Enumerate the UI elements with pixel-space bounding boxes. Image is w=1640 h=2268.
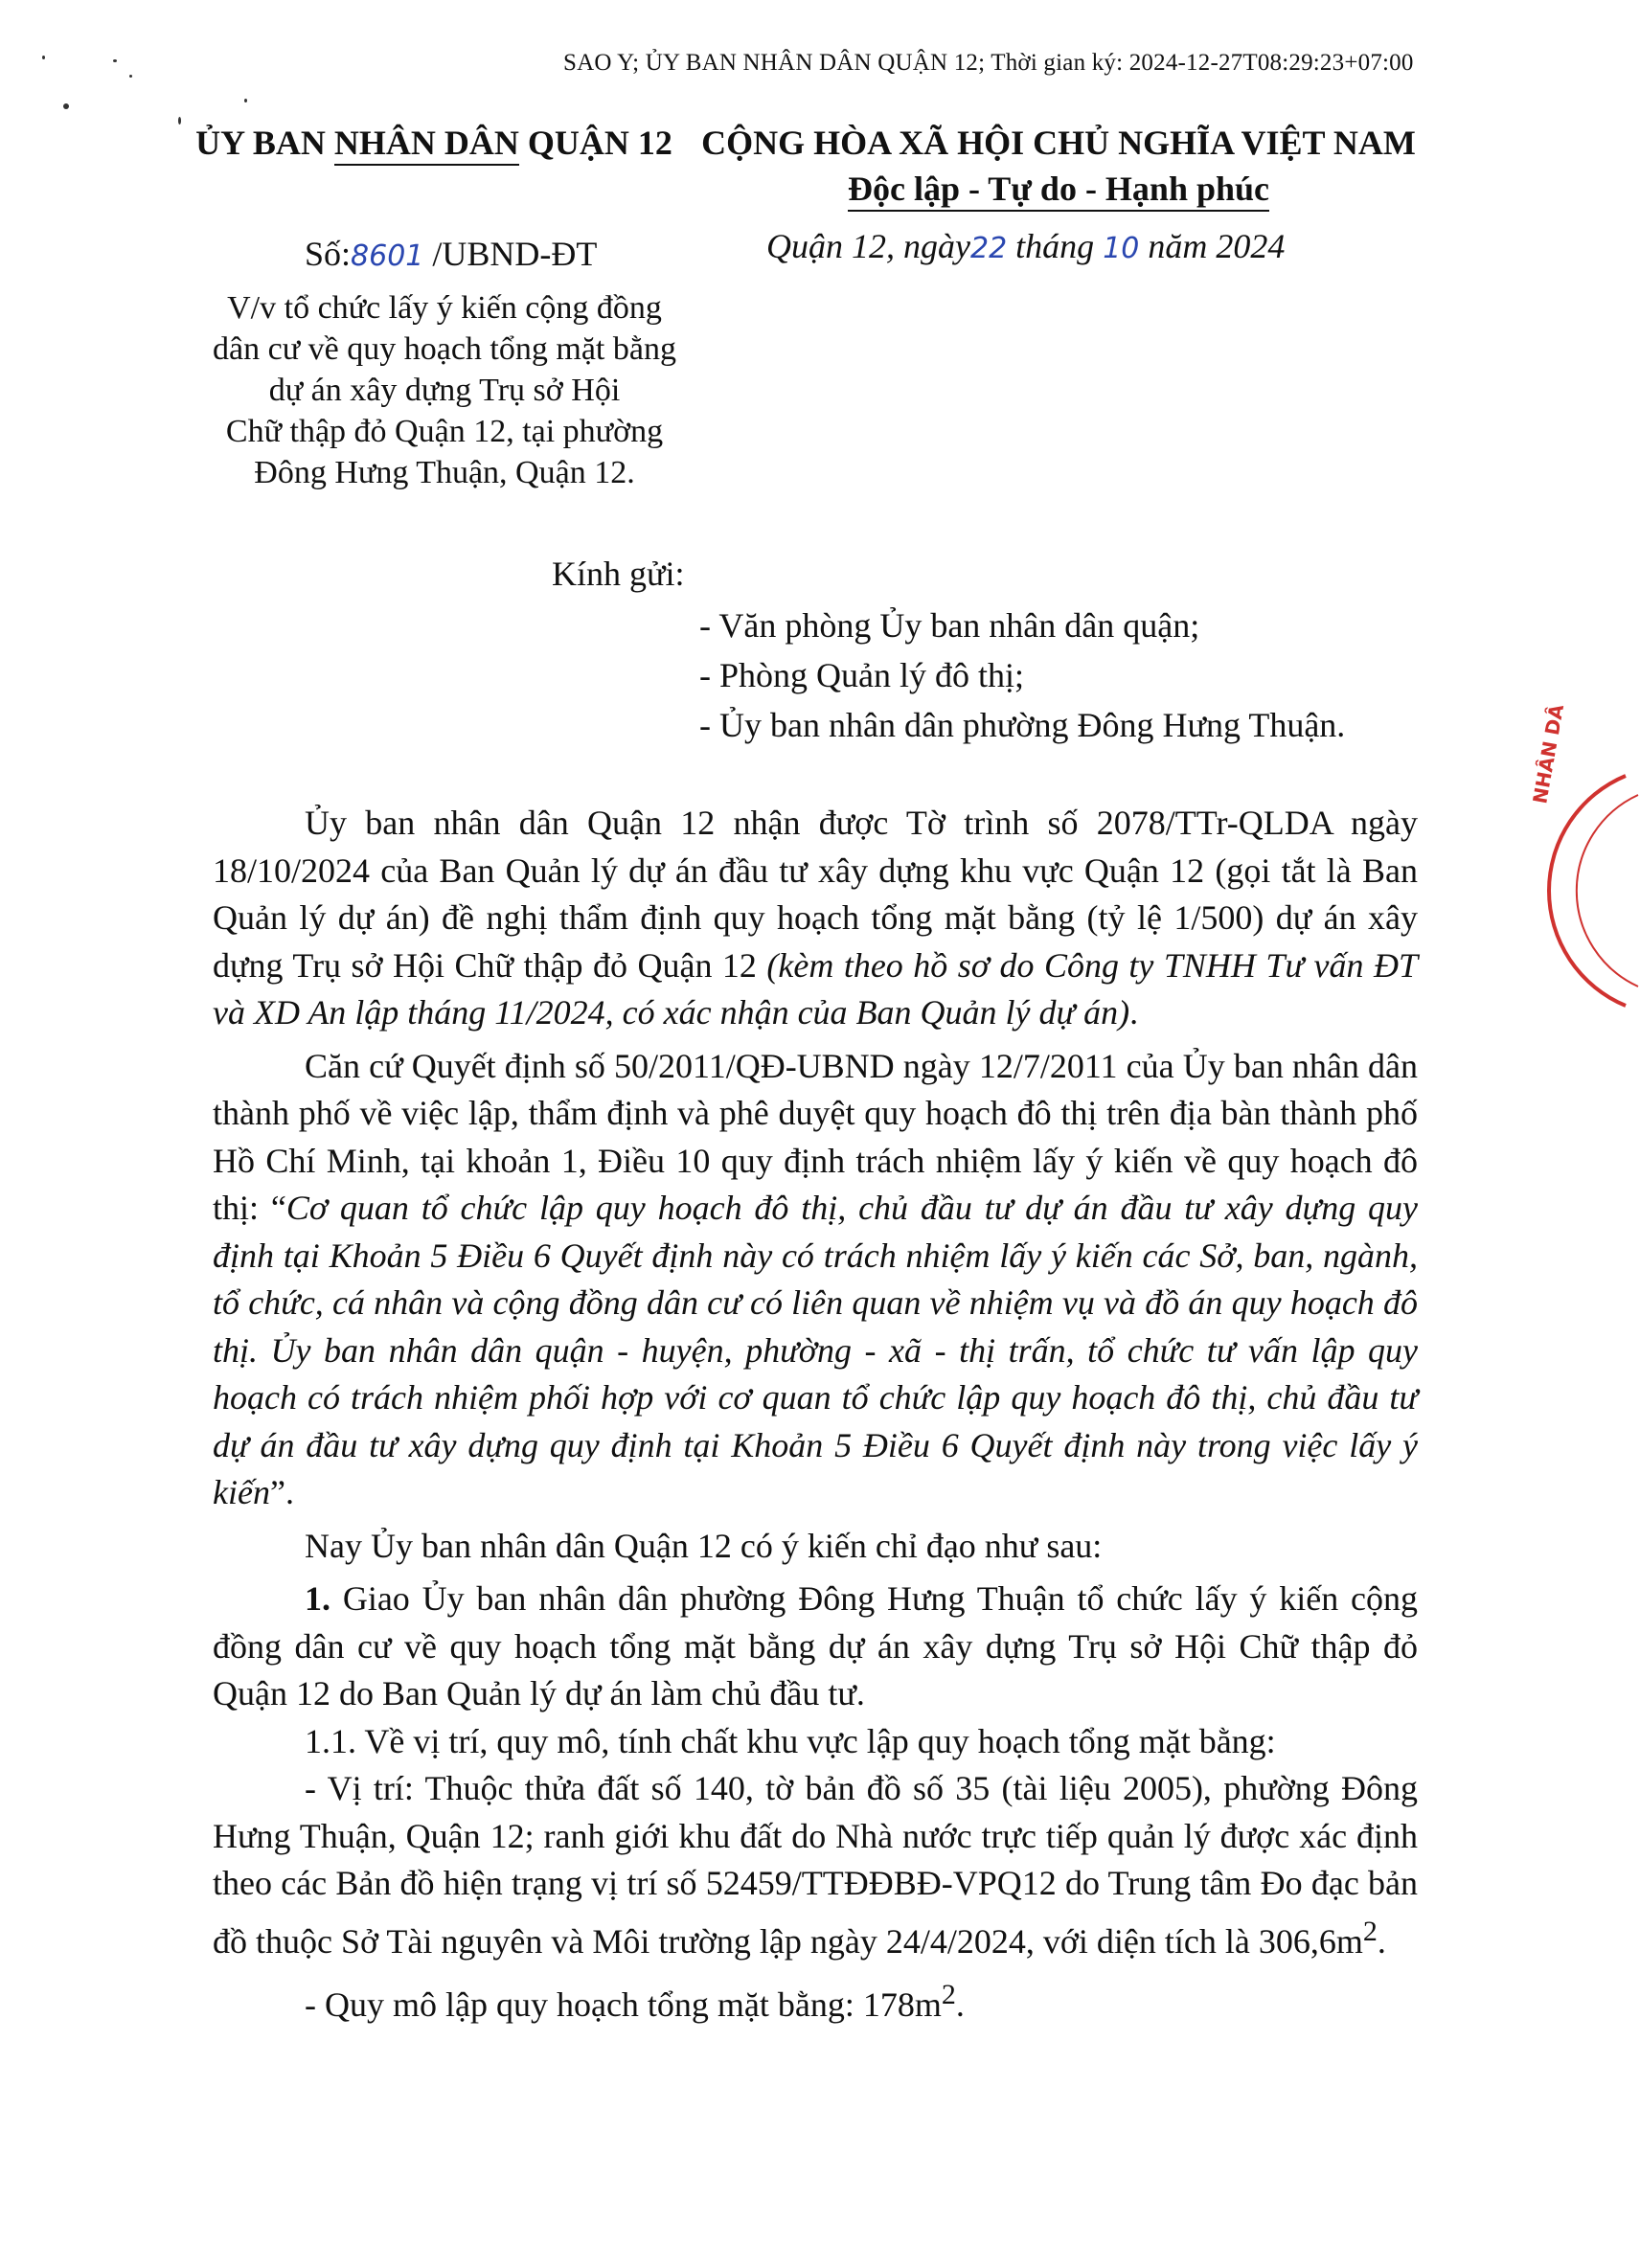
- quoted-regulation: Cơ quan tổ chức lập quy hoạch đô thị, chủ đầu tư dự án đầu tư xây dựng quy định tại Khoản 5 Điều 6 Quyết định này có trách nhiệm lấy ý kiến các Sở, ban, ngành, tổ chức, cá nhân và cộng đồng dân cư có liên quan về nhiệm vụ và đồ án quy hoạch đô thị. Ủy ban nhân dân quận - huyện, phường - xã - thị trấn, tổ chức tư vấn lập quy hoạch có trách nhiệm phối hợp với cơ quan tổ chức lập quy hoạch đô thị, chủ đầu tư dự án đầu tư xây dựng quy định tại Khoản 5 Điều 6 Quyết định này trong việc lấy ý kiến: [213, 1189, 1419, 1511]
- svg-text:NHÂN DÂ: NHÂN DÂ: [1528, 702, 1569, 805]
- subject-line: Chữ thập đỏ Quận 12, tại phường: [225, 414, 664, 449]
- scan-speck: [42, 56, 45, 59]
- item-number: 1.: [305, 1579, 330, 1618]
- scan-speck: [244, 99, 247, 102]
- paragraph-text: - Vị trí: Thuộc thửa đất số 140, tờ bản đồ số 35 (tài liệu 2005), phường Đông Hưng Thuận, Quận 12; ranh giới khu đất do Nhà nước trực tiếp quản lý được xác định theo các Bản đồ hiện trạng vị trí số 52459/TTĐĐBĐ-VPQ12 do Trung tâm Đo đạc bản đồ thuộc Sở Tài nguyên và Môi trường lập ngày 24/4/2024, với diện tích là 306,6m: [213, 1769, 1418, 1961]
- scan-speck: [63, 103, 69, 109]
- paragraph-italic: (kèm theo hồ sơ do Công ty TNHH Tư vấn ĐT và XD An lập tháng 11/2024, có xác nhận của Ban Quản lý dự án): [213, 945, 1418, 1032]
- digital-signature-line: SAO Y; ỦY BAN NHÂN DÂN QUẬN 12; Thời gian ký: 2024-12-27T08:29:23+07:00: [563, 50, 1414, 76]
- national-motto: Độc lập - Tự do - Hạnh phúc: [848, 169, 1269, 212]
- agency-name-start: ỦY BAN: [195, 124, 334, 162]
- document-body: [213, 800, 1418, 2030]
- issue-date: [766, 226, 1285, 266]
- recipient-item: - Ủy ban nhân dân phường Đông Hưng Thuận.: [699, 706, 1346, 744]
- recipient-item: - Phòng Quản lý đô thị;: [699, 656, 1024, 694]
- doc-number-prefix: Số:: [305, 235, 352, 273]
- date-year: năm 2024: [1139, 227, 1286, 265]
- superscript: 2: [1362, 1915, 1378, 1947]
- agency-name-underlined: NHÂN DÂN: [334, 123, 519, 166]
- paragraph-request: [213, 800, 1418, 1037]
- date-place: Quận 12, ngày: [766, 227, 970, 265]
- paragraph-directive-intro: Nay Ủy ban nhân dân Quận 12 có ý kiến chỉ đạo như sau:: [305, 1526, 1103, 1565]
- official-seal-fragment: [1525, 702, 1640, 1015]
- paragraph-location: [213, 1765, 1418, 1965]
- agency-name-end: QUẬN 12: [518, 124, 672, 162]
- paragraph-item-1: [213, 1576, 1418, 1718]
- scan-speck: [129, 75, 132, 78]
- date-day-handwritten: 22: [969, 232, 1008, 265]
- paragraph-end: .: [1129, 993, 1139, 1032]
- issuing-agency: [180, 123, 688, 166]
- paragraph-text: Căn cứ Quyết định số 50/2011/QĐ-UBND ngày 12/7/2011 của Ủy ban nhân dân thành phố về việc lập, thẩm định và phê duyệt quy hoạch đô thị trên địa bàn thành phố Hồ Chí Minh, tại khoản 1, Điều 10 quy định trách nhiệm lấy ý kiến về quy hoạch đô thị: “: [213, 1046, 1418, 1227]
- recipients-label: Kính gửi:: [552, 555, 685, 593]
- doc-number-handwritten: 8601: [351, 239, 424, 273]
- scan-speck: [113, 59, 117, 62]
- doc-number-suffix: /UBND-ĐT: [423, 235, 598, 273]
- subject-line: dự án xây dựng Trụ sở Hội: [268, 373, 621, 408]
- paragraph-scale: [213, 1971, 1418, 2030]
- superscript: 2: [941, 1979, 956, 2010]
- subject-line: Đông Hưng Thuận, Quận 12.: [254, 455, 635, 490]
- paragraph-end: ”.: [269, 1473, 294, 1511]
- subject-line: V/v tổ chức lấy ý kiến cộng đồng: [227, 290, 662, 326]
- paragraph-text: - Quy mô lập quy hoạch tổng mặt bằng: 178m: [305, 1985, 942, 2024]
- subject-line: dân cư về quy hoạch tổng mặt bằng: [213, 331, 676, 367]
- country-name: CỘNG HÒA XÃ HỘI CHỦ NGHĨA VIỆT NAM: [701, 124, 1416, 162]
- paragraph-legal-basis: [213, 1043, 1418, 1517]
- paragraph-text: Giao Ủy ban nhân dân phường Đông Hưng Thuận tổ chức lấy ý kiến cộng đồng dân cư về quy hoạch tổng mặt bằng dự án xây dựng Trụ sở Hội Chữ thập đỏ Quận 12 do Ban Quản lý dự án làm chủ đầu tư.: [213, 1579, 1418, 1712]
- date-month-label: tháng: [1007, 227, 1104, 265]
- recipient-item: - Văn phòng Ủy ban nhân dân quận;: [699, 606, 1200, 645]
- national-header: [695, 123, 1423, 212]
- paragraph-end: .: [955, 1985, 965, 2024]
- date-month-handwritten: 10: [1103, 232, 1140, 265]
- document-number: [305, 234, 597, 274]
- subject-block: [188, 287, 701, 493]
- paragraph-text: Ủy ban nhân dân Quận 12 nhận được Tờ trình số 2078/TTr-QLDA ngày 18/10/2024 của Ban Quản lý dự án đầu tư xây dựng khu vực Quận 12 (gọi tắt là Ban Quản lý dự án) đề nghị thẩm định quy hoạch tổng mặt bằng (tỷ lệ 1/500) dự án xây dựng Trụ sở Hội Chữ thập đỏ Quận 12: [213, 804, 1418, 985]
- paragraph-end: .: [1377, 1921, 1386, 1961]
- paragraph-item-1-1: 1.1. Về vị trí, quy mô, tính chất khu vực lập quy hoạch tổng mặt bằng:: [305, 1721, 1276, 1760]
